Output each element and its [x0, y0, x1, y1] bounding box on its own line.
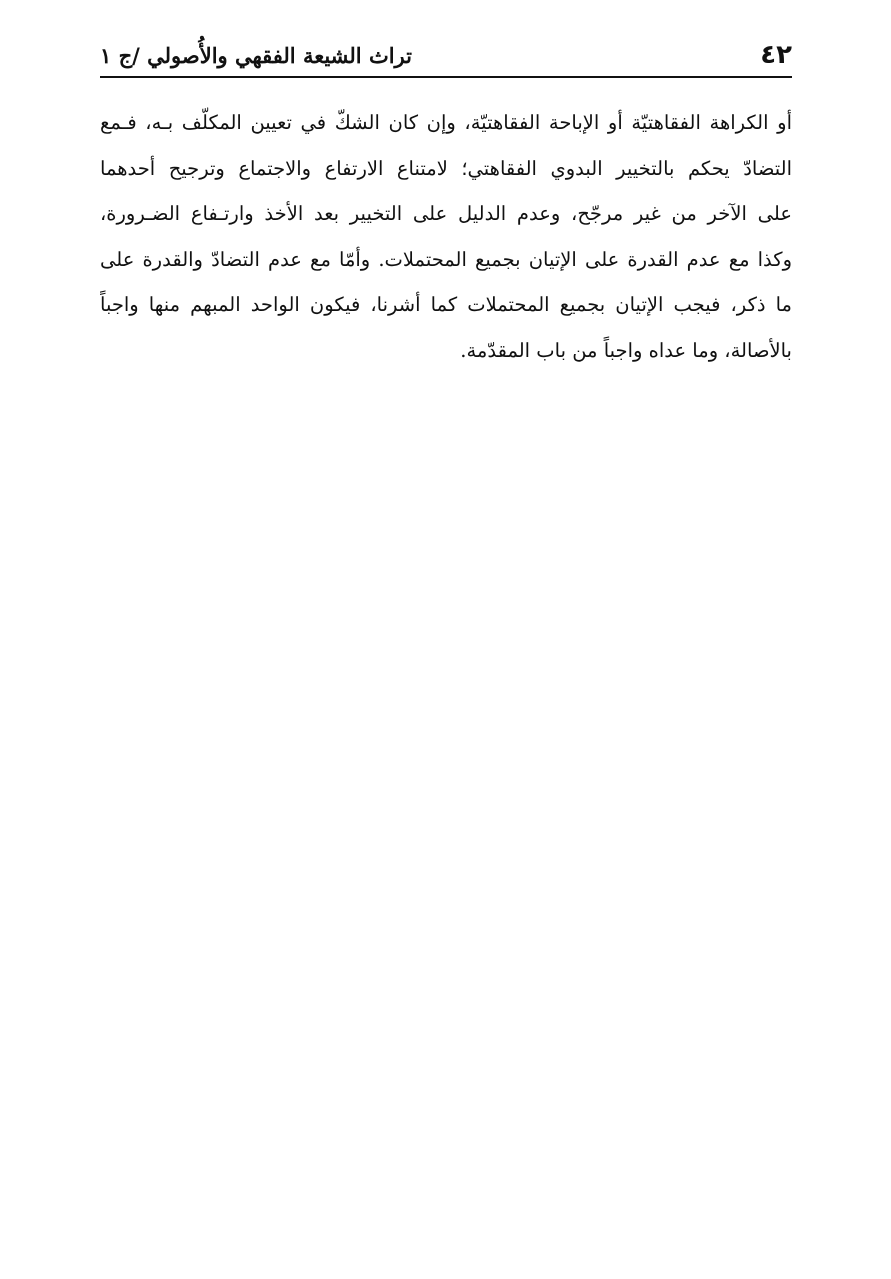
page-number: ٤٢	[760, 40, 792, 70]
text-line: على الآخر من غير مرجّح، وعدم الدليل على التخيير بعد الأخذ وارتـفاع الضـرورة،	[100, 202, 792, 225]
text-line: بالأصالة، وما عداه واجباً من باب المقدّمة.	[460, 338, 792, 362]
body-paragraph	[100, 100, 792, 373]
text-line: وكذا مع عدم القدرة على الإتيان بجميع المحتملات. وأمّا مع عدم التضادّ والقدرة على	[100, 247, 792, 271]
header-divider	[100, 76, 792, 78]
running-title: تراث الشيعة الفقهي والأُصولي /ج ١	[100, 43, 412, 68]
text-line: التضادّ يحكم بالتخيير البدوي الفقاهتي؛ لامتناع الارتفاع والاجتماع وترجيح أحدهما	[100, 156, 792, 180]
text-line: ما ذكر، فيجب الإتيان بجميع المحتملات كما أشرنا، فيكون الواحد المبهم منها واجباً	[100, 293, 792, 316]
page-header	[100, 38, 792, 74]
text-line: أو الكراهة الفقاهتيّة أو الإباحة الفقاهتيّة، وإن كان الشكّ في تعيين المكلّف بـه، فـمع	[100, 111, 792, 134]
